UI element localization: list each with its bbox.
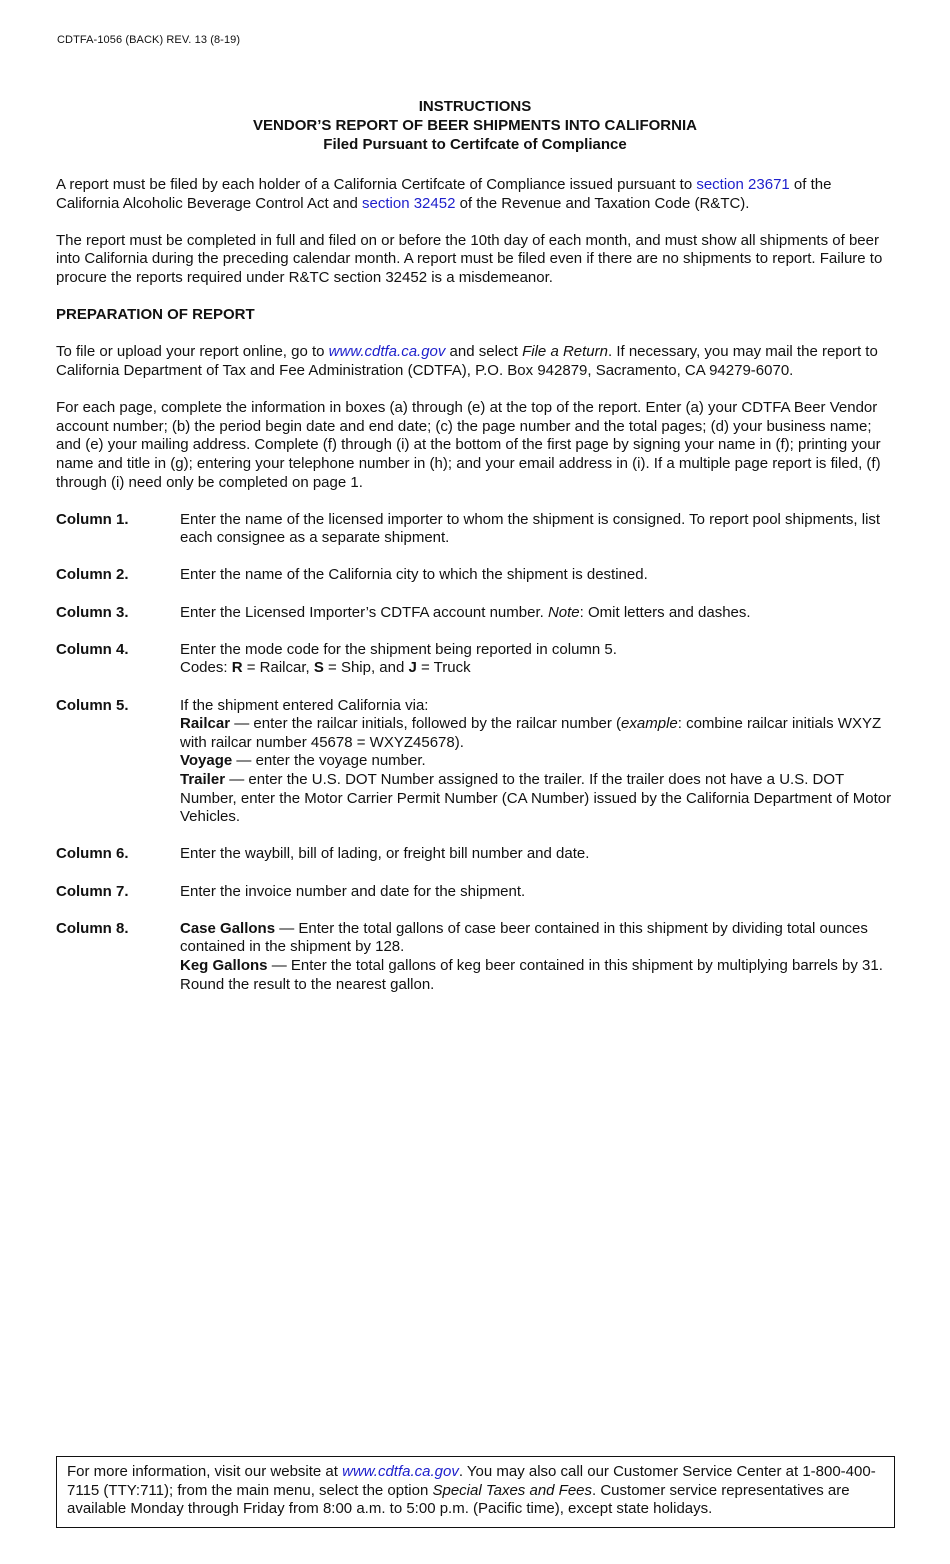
voyage-text: — enter the voyage number. bbox=[232, 752, 426, 770]
section-32452-link[interactable]: section 32452 bbox=[362, 194, 456, 212]
special-taxes-option: Special Taxes and Fees bbox=[432, 1481, 593, 1499]
preparation-heading: PREPARATION OF REPORT bbox=[56, 306, 255, 324]
document-title bbox=[0, 97, 950, 154]
title-report-name: VENDOR’S REPORT OF BEER SHIPMENTS INTO CALIFORNIA bbox=[253, 117, 697, 134]
column-1-instruction bbox=[56, 511, 896, 548]
keg-gallons-label: Keg Gallons bbox=[180, 956, 268, 974]
cdtfa-website-link[interactable]: www.cdtfa.ca.gov bbox=[328, 343, 446, 361]
preparation-text: . If necessary, you may mail the report to California Department of Tax and Fee Administration (CDTFA), P.O. Box 942879, Sacramento, CA 94279-6070. bbox=[56, 343, 878, 379]
preparation-text: and select bbox=[445, 343, 523, 361]
mode-codes-line bbox=[180, 659, 896, 678]
code-text: = Truck bbox=[416, 659, 471, 677]
keg-gallons-instruction bbox=[180, 957, 896, 994]
instructions-body bbox=[56, 176, 896, 1013]
railcar-text: — enter the railcar initials, followed by the railcar number ( bbox=[230, 715, 622, 733]
preparation-paragraph-1 bbox=[56, 343, 896, 380]
preparation-paragraph-2: For each page, complete the information in boxes (a) through (e) at the top of the report. Enter (a) your CDTFA Beer Vendor account number; (b) the period begin date and end date; (c) the page number and the total pages; (d) your business name; and (e) your mailing address. Complete (f) through (i) at the bottom of the first page by signing your name in (f); printing your name and title in (g); entering your telephone number in (h); and your email address in (i). If a multiple page report is filed, (f) through (i) need only be completed on page 1. bbox=[56, 399, 881, 491]
column-label: Column 4. bbox=[56, 640, 129, 658]
column-2-instruction bbox=[56, 566, 896, 585]
footer-text: . Customer service representatives are available Monday through Friday from 8:00 a.m. to 5:00 p.m. (Pacific time), except state holidays. bbox=[67, 1481, 850, 1518]
column-text: Enter the name of the California city to which the shipment is destined. bbox=[180, 566, 648, 584]
column-4-instruction bbox=[56, 641, 896, 678]
column-text bbox=[180, 920, 896, 994]
column-text-line: If the shipment entered California via: bbox=[180, 696, 429, 714]
column-label: Column 1. bbox=[56, 510, 129, 528]
footer-text: . You may also call our Customer Service Center at 1-800-400-7115 (TTY:711); from the main menu, select the option bbox=[67, 1463, 876, 1499]
column-text bbox=[180, 604, 896, 623]
column-7-instruction bbox=[56, 883, 896, 902]
intro-paragraph-2: The report must be completed in full and filed on or before the 10th day of each month, and must show all shipments of beer into California during the preceding calendar month. A report must be filed even if there are no shipments to report. Failure to procure the reports required under R&TC section 32452 is a misdemeanor. bbox=[56, 231, 883, 286]
column-label: Column 7. bbox=[56, 882, 129, 900]
column-8-instruction bbox=[56, 920, 896, 994]
column-text-part: : Omit letters and dashes. bbox=[579, 603, 751, 621]
section-23671-link[interactable]: section 23671 bbox=[696, 176, 790, 193]
railcar-instruction bbox=[180, 715, 896, 752]
intro-text: A report must be filed by each holder of a California Certifcate of Compliance issued pursuant to bbox=[56, 176, 697, 193]
column-label: Column 6. bbox=[56, 845, 129, 863]
code-text: = Ship, and bbox=[323, 659, 409, 677]
column-label: Column 2. bbox=[56, 566, 129, 584]
code-railcar: R bbox=[231, 659, 243, 677]
footer-website-link[interactable]: www.cdtfa.ca.gov bbox=[342, 1463, 459, 1480]
column-3-instruction bbox=[56, 604, 896, 623]
preparation-text: To file or upload your report online, go to bbox=[56, 343, 329, 361]
voyage-instruction bbox=[180, 752, 896, 771]
example-label: example bbox=[621, 715, 678, 733]
trailer-instruction bbox=[180, 771, 896, 827]
column-text bbox=[180, 697, 896, 827]
column-label: Column 5. bbox=[56, 696, 129, 714]
keg-gallons-text: — Enter the total gallons of keg beer contained in this shipment by multiplying barrels by 31. Round the result to the nearest gallon. bbox=[180, 956, 883, 993]
more-information-box bbox=[56, 1456, 895, 1528]
column-text bbox=[180, 641, 896, 678]
case-gallons-text: — Enter the total gallons of case beer contained in this shipment by dividing total ounces contained in the shipment by 128. bbox=[180, 919, 868, 956]
intro-text: of the California Alcoholic Beverage Control Act and bbox=[56, 176, 832, 212]
title-instructions: INSTRUCTIONS bbox=[418, 98, 532, 115]
column-text: Enter the waybill, bill of lading, or freight bill number and date. bbox=[180, 845, 590, 863]
code-truck: J bbox=[408, 659, 417, 677]
title-subtitle: Filed Pursuant to Certifcate of Compliance bbox=[323, 136, 627, 153]
railcar-text: : combine railcar initials WXYZ with railcar number 45678 = WXYZ45678). bbox=[180, 715, 882, 751]
voyage-label: Voyage bbox=[180, 752, 233, 770]
column-text-part: Enter the Licensed Importer’s CDTFA account number. bbox=[180, 603, 548, 621]
code-text: = Railcar, bbox=[242, 659, 314, 677]
intro-text: of the Revenue and Taxation Code (R&TC). bbox=[455, 194, 750, 212]
column-text-line: Enter the mode code for the shipment being reported in column 5. bbox=[180, 640, 617, 658]
column-label: Column 8. bbox=[56, 919, 129, 937]
code-ship: S bbox=[313, 659, 324, 677]
case-gallons-label: Case Gallons bbox=[180, 919, 276, 937]
intro-paragraph-1 bbox=[56, 176, 896, 213]
column-text: Enter the name of the licensed importer to whom the shipment is consigned. To report pool shipments, list each consignee as a separate shipment. bbox=[180, 510, 881, 547]
column-label: Column 3. bbox=[56, 603, 129, 621]
file-a-return-text: File a Return bbox=[522, 343, 608, 361]
column-5-instruction bbox=[56, 697, 896, 827]
form-id: CDTFA-1056 (BACK) REV. 13 (8-19) bbox=[57, 34, 241, 46]
case-gallons-instruction bbox=[180, 920, 896, 957]
trailer-label: Trailer bbox=[180, 771, 226, 788]
note-label: Note bbox=[547, 603, 580, 621]
column-text: Enter the invoice number and date for the shipment. bbox=[180, 882, 526, 900]
column-6-instruction bbox=[56, 845, 896, 864]
railcar-label: Railcar bbox=[180, 715, 231, 733]
footer-text: For more information, visit our website at bbox=[67, 1463, 343, 1480]
codes-prefix: Codes: bbox=[180, 659, 232, 677]
trailer-text: — enter the U.S. DOT Number assigned to the trailer. If the trailer does not have a U.S. DOT Number, enter the Motor Carrier Permit Number (CA Number) issued by the California Department of Motor Vehicles. bbox=[180, 771, 892, 826]
